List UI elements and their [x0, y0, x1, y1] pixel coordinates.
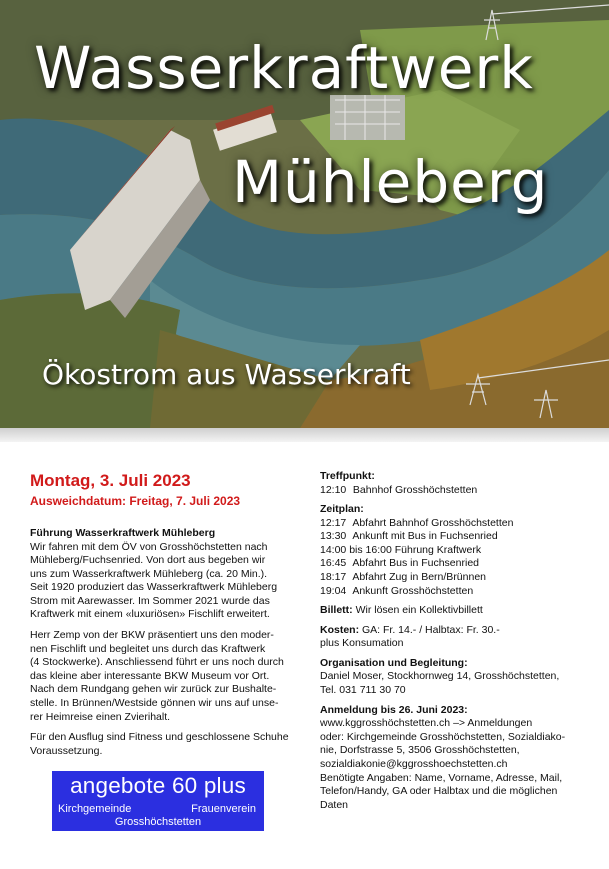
text-line: Daniel Moser, Stockhornweg 14, Grosshöchstetten, [320, 670, 560, 683]
organisation-label: Organisation und Begleitung: [320, 656, 468, 669]
text-line: Benötigte Angaben: Name, Vorname, Adresse, Mail, [320, 771, 563, 784]
text-line: rer Heimreise einen Zvierihalt. [30, 710, 171, 723]
text-line: www.kggrosshöchstetten.ch –> Anmeldungen [320, 717, 533, 730]
text-line: Seit 1920 produziert das Wasserkraftwerk Mühleberg [30, 581, 278, 594]
schedule-row: 19:04 Ankunft Grosshöchstetten [320, 584, 474, 597]
text-line: Voraussetzung. [30, 744, 103, 757]
text-line: das kleine aber interessante BKW Museum vor Ort. [30, 669, 270, 682]
hero-subtitle: Ökostrom aus Wasserkraft [42, 358, 411, 391]
billett-label: Billett: [320, 604, 353, 617]
text-line: Für den Ausflug sind Fitness und geschlossene Schuhe [30, 731, 289, 744]
text-line: Telefon/Handy, GA oder Halbtax und die möglichen [320, 785, 558, 798]
zeitplan-section [320, 503, 590, 598]
tour-title: Führung Wasserkraftwerk Mühleberg [30, 527, 216, 539]
treffpunkt-section [320, 470, 590, 497]
kosten-text: GA: Fr. 14.- / Halbtax: Fr. 30.- [362, 623, 500, 636]
tour-description-paragraph-2 [30, 629, 300, 724]
text-line: nie, Dorfstrasse 5, 3506 Grosshöchstetten, [320, 744, 520, 757]
text-line: Tel. 031 711 30 70 [320, 684, 406, 697]
angebote-60-plus-logo [52, 771, 264, 831]
zeitplan-label: Zeitplan: [320, 503, 364, 516]
requirements-paragraph [30, 731, 300, 758]
billett-section [320, 604, 590, 618]
text-line: stelle. In Brünnen/Westside gönnen wir uns auf unse- [30, 697, 279, 710]
right-column [320, 470, 590, 818]
kosten-label: Kosten: [320, 623, 360, 636]
text-line: oder: Kirchgemeinde Grosshöchstetten, Sozialdiako- [320, 730, 566, 743]
hero-title-line2: Mühleberg [232, 148, 549, 216]
treffpunkt-label: Treffpunkt: [320, 470, 375, 482]
schedule-row: 13:30 Ankunft mit Bus in Fuchsenried [320, 530, 498, 543]
alternative-date: Ausweichdatum: Freitag, 7. Juli 2023 [30, 494, 241, 508]
schedule-row: 18:17 Abfahrt Zug in Bern/Brünnen [320, 570, 487, 583]
anmeldung-section [320, 704, 590, 813]
text-line: Daten [320, 798, 349, 811]
text-line: Nach dem Rundgang gehen wir zurück zur Bushalte- [30, 683, 277, 696]
event-date: Montag, 3. Juli 2023 [30, 471, 191, 490]
logo-kirchgemeinde: Kirchgemeinde [58, 803, 132, 815]
text-line: Wir fahren mit dem ÖV von Grosshöchstetten nach [30, 540, 268, 553]
text-line: Kraftwerk mit einem «luxuriösen» Fischlift erweitert. [30, 608, 270, 621]
billett-text: Wir lösen ein Kollektivbillett [355, 604, 483, 617]
hero-photo [0, 0, 609, 428]
text-line: Strom mit Aarewasser. Im Sommer 2021 wurde das [30, 594, 270, 607]
schedule-row: 16:45 Abfahrt Bus in Fuchsenried [320, 557, 479, 570]
schedule-row: 12:17 Abfahrt Bahnhof Grosshöchstetten [320, 516, 514, 529]
text-line: sozialdiakonie@kggrosshoechstetten.ch [320, 757, 508, 770]
left-column [30, 470, 300, 758]
schedule-row: 14:00 bis 16:00 Führung Kraftwerk [320, 543, 482, 556]
logo-grosshoechstetten: Grosshöchstetten [114, 816, 202, 828]
logo-main-text: angebote 60 plus [70, 773, 246, 798]
schedule-row: 12:10 Bahnhof Grosshöchstetten [320, 483, 478, 496]
text-line: uns zum Wasserkraftwerk Mühleberg (ca. 20 Min.). [30, 567, 268, 580]
hero-bottom-strip [0, 428, 609, 442]
tour-description-paragraph-1 [30, 541, 300, 623]
hero-title-line1: Wasserkraftwerk [34, 34, 534, 102]
text-line: Mühleberg/Fuchsenried. Von dort aus begeben wir [30, 554, 266, 567]
organisation-section [320, 657, 590, 698]
anmeldung-label: Anmeldung bis 26. Juni 2023: [320, 703, 468, 716]
text-line: (4 Stockwerke). Anschliessend führt er uns noch durch [30, 656, 284, 669]
logo-frauenverein: Frauenverein [191, 803, 256, 815]
kosten-section [320, 624, 590, 651]
text-line: nen Fischlift und begleitet uns durch das Kraftwerk [30, 642, 266, 655]
text-line: Herr Zemp von der BKW präsentiert uns den moder- [30, 629, 274, 642]
kosten-line2: plus Konsumation [320, 637, 404, 650]
